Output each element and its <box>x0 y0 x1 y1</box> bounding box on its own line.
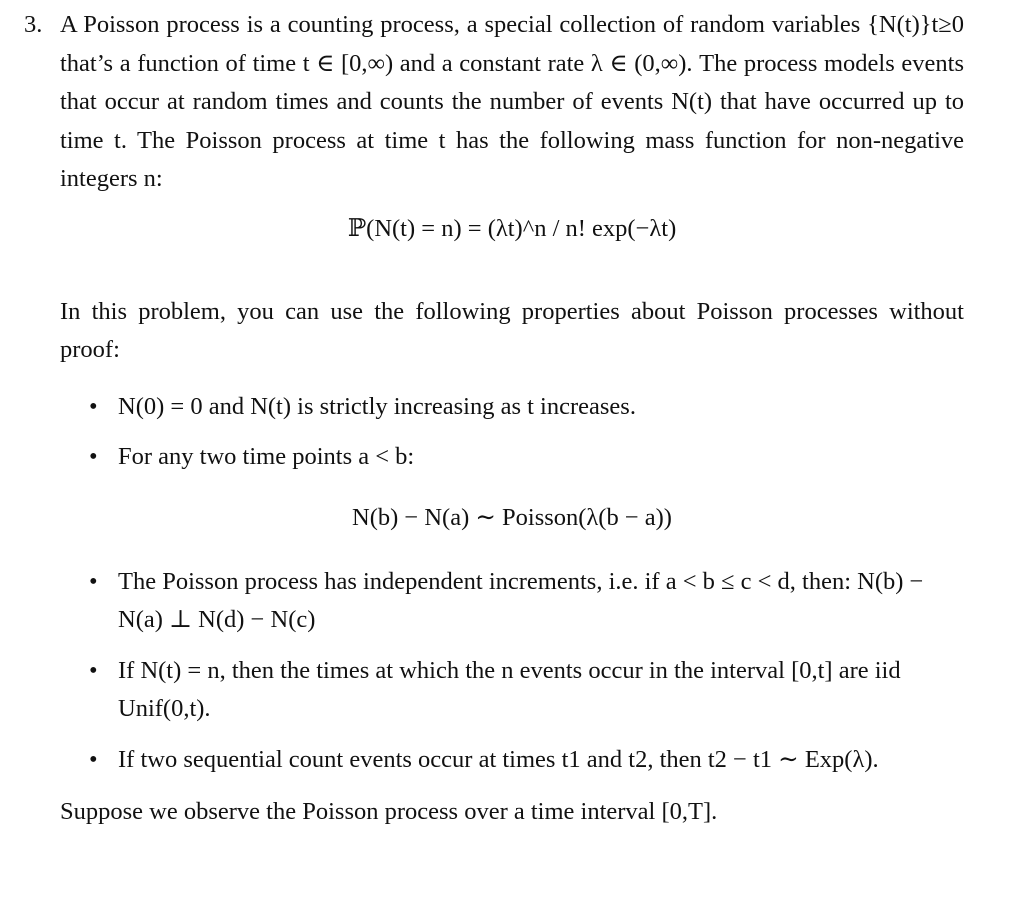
property-text: If N(t) = n, then the times at which the n events occur in the interval [0,t] are iid Unif(0,t). <box>118 656 901 722</box>
property-text: For any two time points a < b: <box>118 443 415 470</box>
problem-intro: A Poisson process is a counting process, a special collection of random variables {N(t)}t≥0 that’s a function of time t ∈ [0,∞) and a constant rate λ ∈ (0,∞). The process models events that occur at random times and counts the number of events N(t) that have occurred up to time t. The Poisson process at time t has the following mass function for non-negative integers n: <box>60 11 964 192</box>
property-item <box>60 652 964 729</box>
property-item <box>60 563 964 640</box>
properties-list <box>60 388 964 780</box>
property-item <box>60 438 964 535</box>
property-text: If two sequential count events occur at times t1 and t2, then t2 − t1 ∼ Exp(λ). <box>118 745 879 773</box>
property-text: The Poisson process has independent increments, i.e. if a < b ≤ c < d, then: N(b) − N(a) ⊥ N(d) − N(c) <box>118 567 924 633</box>
bullet-icon: • <box>89 567 98 595</box>
problem-number: 3. <box>24 11 43 38</box>
closing-text: Suppose we observe the Poisson process over a time interval [0,T]. <box>60 798 718 825</box>
increment-formula: N(b) − N(a) ∼ Poisson(λ(b − a)) <box>352 503 672 531</box>
property-text: N(0) = 0 and N(t) is strictly increasing as t increases. <box>118 392 636 420</box>
property-item <box>60 741 964 780</box>
properties-intro: In this problem, you can use the following properties about Poisson processes without proof: <box>60 297 964 363</box>
bullet-icon: • <box>89 745 98 773</box>
bullet-icon: • <box>89 656 98 684</box>
problem-3 <box>24 6 964 832</box>
pmf-formula: ℙ(N(t) = n) = (λt)^n / n! exp(−λt) <box>347 214 677 242</box>
property-item <box>60 388 964 427</box>
bullet-icon: • <box>89 443 98 470</box>
bullet-icon: • <box>89 392 98 420</box>
